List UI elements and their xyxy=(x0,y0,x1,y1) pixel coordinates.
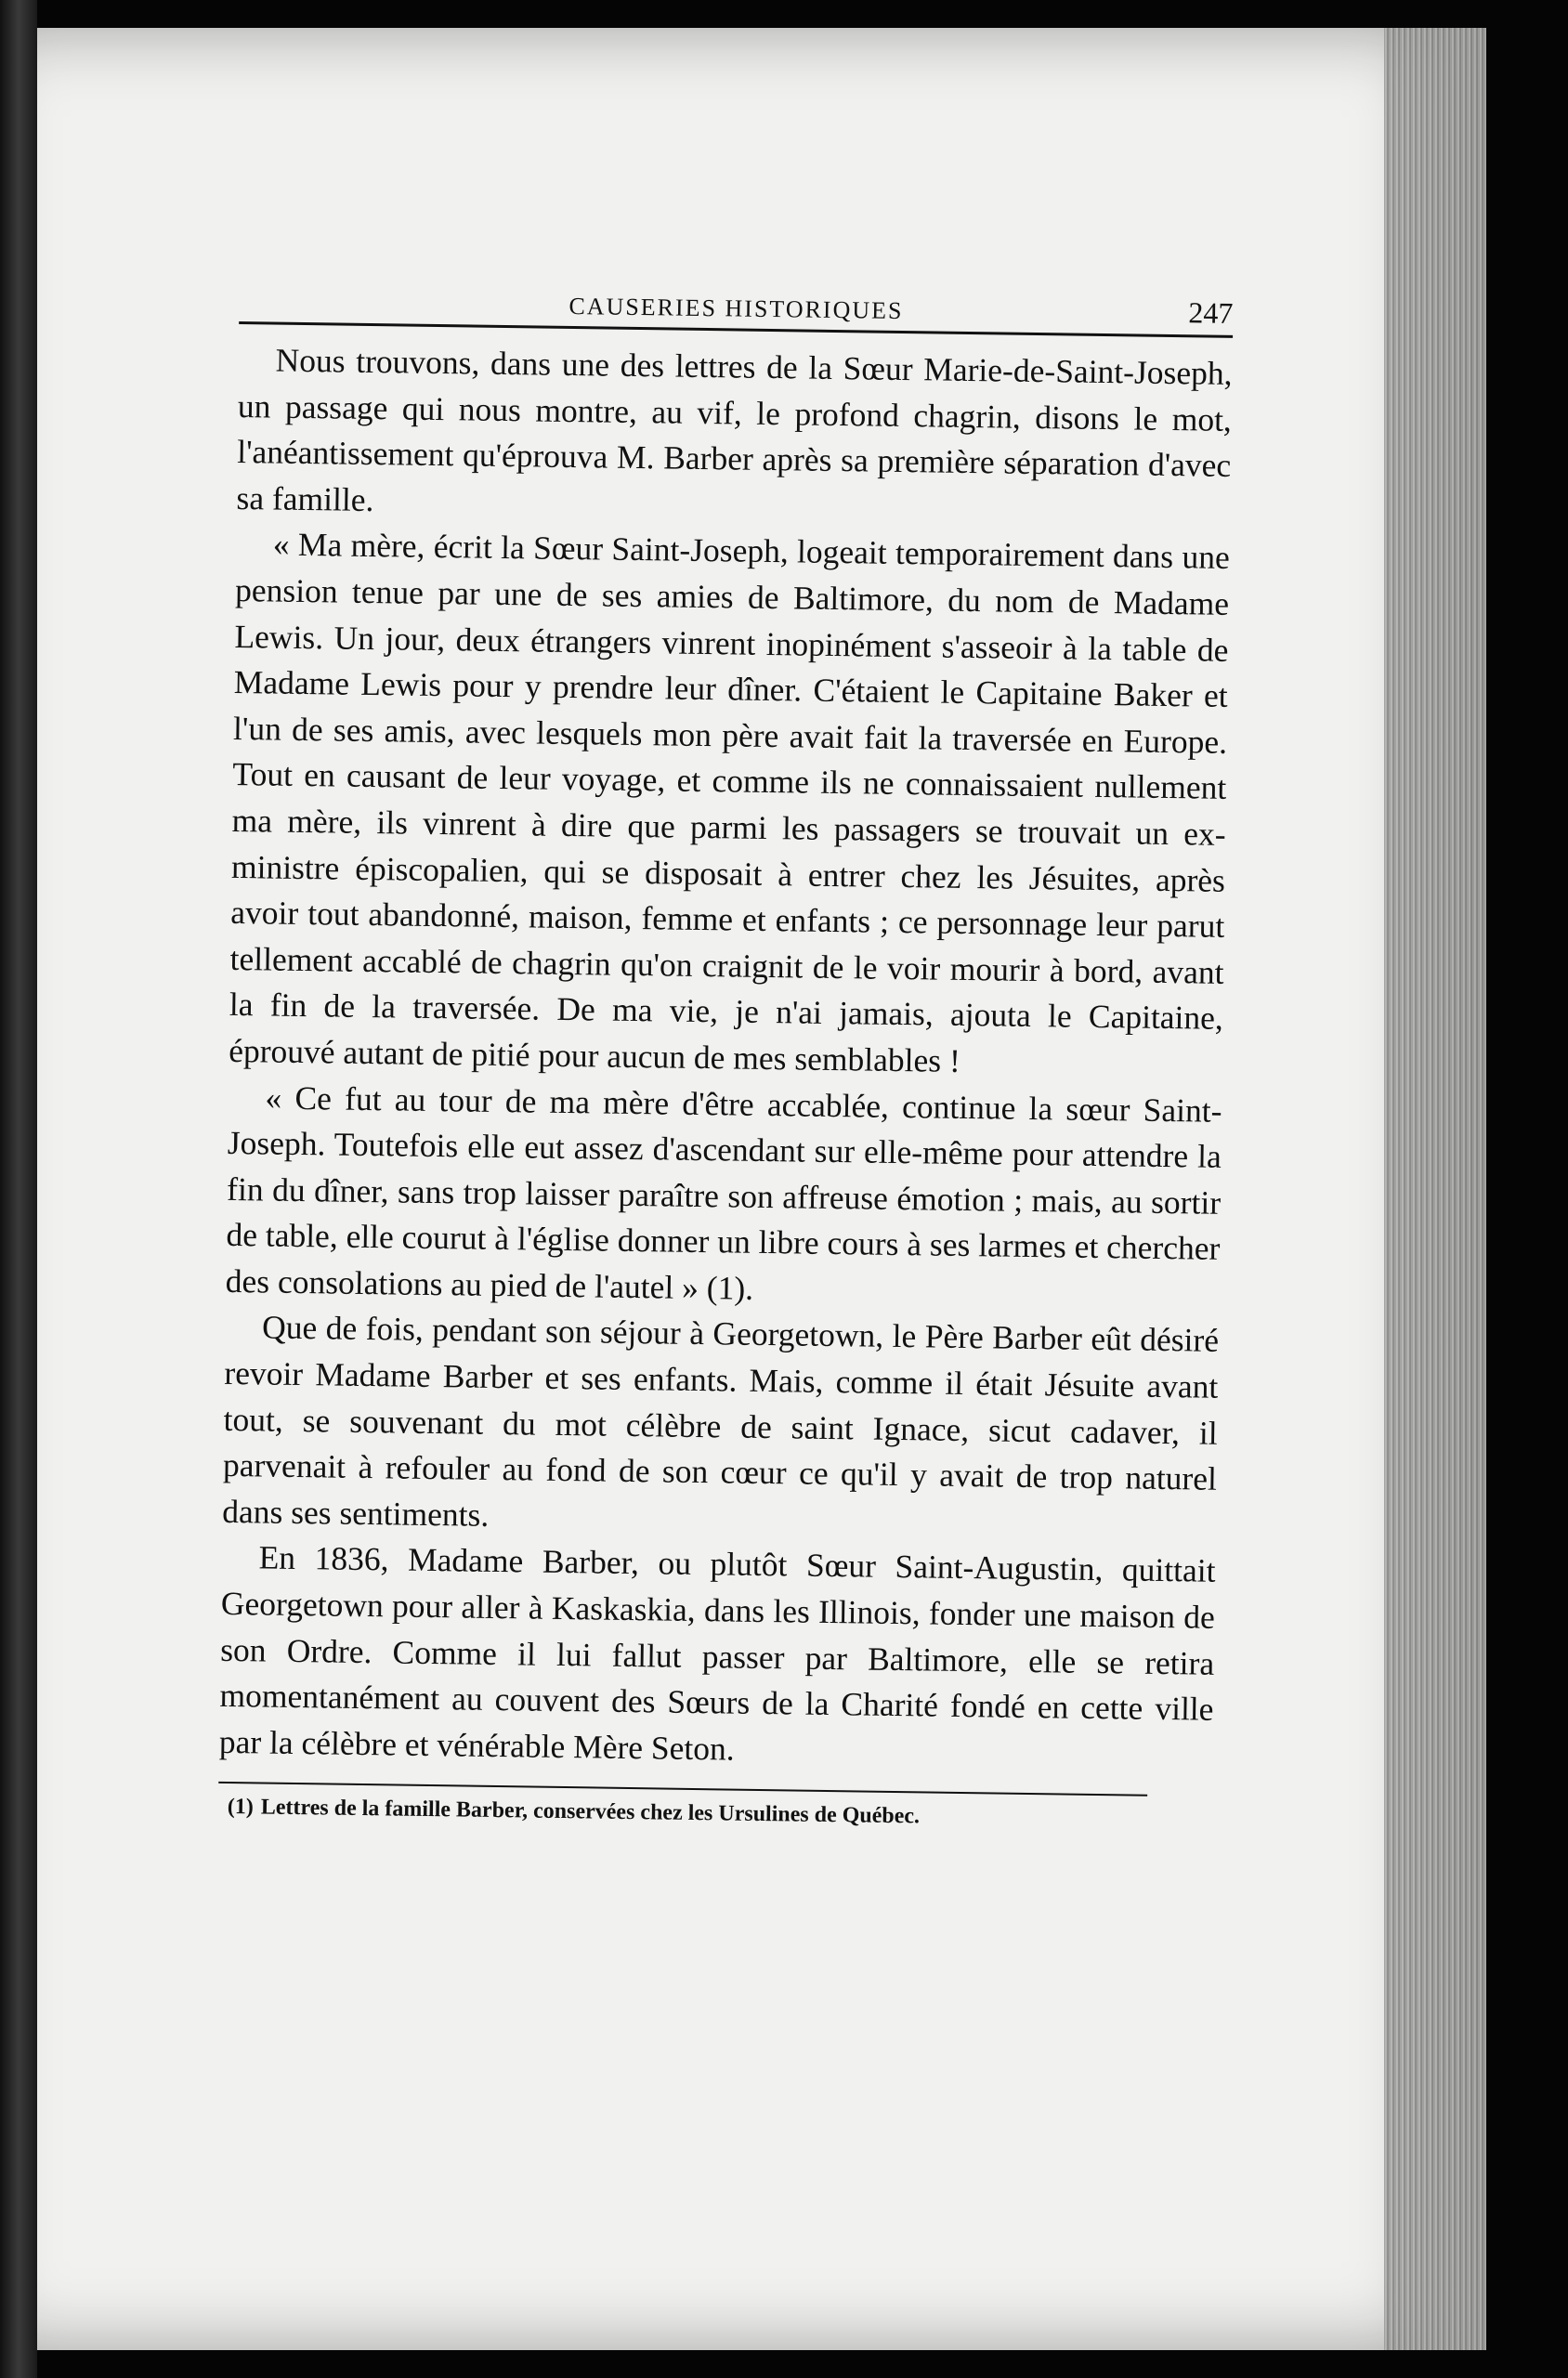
footnote-text: Lettres de la famille Barber, conservées chez les Ursulines de Québec. xyxy=(260,1795,921,1829)
paragraph-5: En 1836, Madame Barber, ou plutôt Sœur Saint-Augustin, quittait Georgetown pour aller à Kaskaskia, dans les Illinois, fonder une maison de son Ordre. Comme il lui fallut passer par Baltimore, elle se retira momentanément au couvent des Sœurs de la Charité fondé en cette ville par la célèbre et vénérable Mère Seton. xyxy=(218,1538,1216,1768)
book-spine-edge xyxy=(0,0,37,2378)
paragraph-3: « Ce fut au tour de ma mère d'être accablée, continue la sœur Saint-Joseph. Toutefois elle eut assez d'ascendant sur elle-même pour attendre la fin du dîner, sans trop laisser paraître son affreuse émotion ; mais, au sortir de table, elle courut à l'église donner un libre cours à ses larmes et chercher des consolations au pied de l'autel » (1). xyxy=(225,1078,1222,1307)
paragraph-2: « Ma mère, écrit la Sœur Saint-Joseph, logeait temporairement dans une pension tenue par une de ses amies de Baltimore, du nom de Madame Lewis. Un jour, deux étrangers vinrent inopinément s'asseoir à la table de Madame Lewis pour y prendre leur dîner. C'étaient le Capitaine Baker et l'un de ses amis, avec lesquels mon père avait fait la traversée en Europe. Tout en causant de leur voyage, et comme ils ne connaissaient nullement ma mère, ils vinrent à dire que parmi les passagers se trouvait un ex-ministre épiscopalien, qui se disposait à entrer chez les Jésuites, après avoir tout abandonné, maison, femme et enfants ; ce personnage leur parut tellement accablé de chagrin qu'on craignit de le voir mourir à bord, avant la fin de la traversée. De ma vie, je n'ai jamais, ajouta le Capitaine, éprouvé autant de pitié pour aucun de mes semblables ! xyxy=(228,525,1231,1079)
text-block xyxy=(218,269,1234,1834)
footnote-rule xyxy=(218,1782,1147,1797)
running-title: CAUSERIES HISTORIQUES xyxy=(568,292,904,324)
page-number: 247 xyxy=(1188,295,1234,330)
book-page xyxy=(37,28,1486,2350)
paragraph-1: Nous trouvons, dans une des lettres de la Sœur Marie-de-Saint-Joseph, un passage qui nous montre, au vif, le profond chagrin, disons le mot, l'anéantissement qu'éprouva M. Barber après sa première séparation d'avec sa famille. xyxy=(236,341,1233,518)
footnote xyxy=(218,1795,1212,1834)
page-fore-edge xyxy=(1384,28,1486,2350)
footnote-marker: (1) xyxy=(227,1795,255,1820)
running-head xyxy=(239,269,1234,338)
body-text xyxy=(219,337,1233,1779)
paragraph-4: Que de fois, pendant son séjour à Georgetown, le Père Barber eût désiré revoir Madame Barber et ses enfants. Mais, comme il était Jésuite avant tout, se souvenant du mot célèbre de saint Ignace, sicut cadaver, il parvenait à refouler au fond de son cœur ce qu'il y avait de trop naturel dans ses sentiments. xyxy=(222,1308,1220,1534)
